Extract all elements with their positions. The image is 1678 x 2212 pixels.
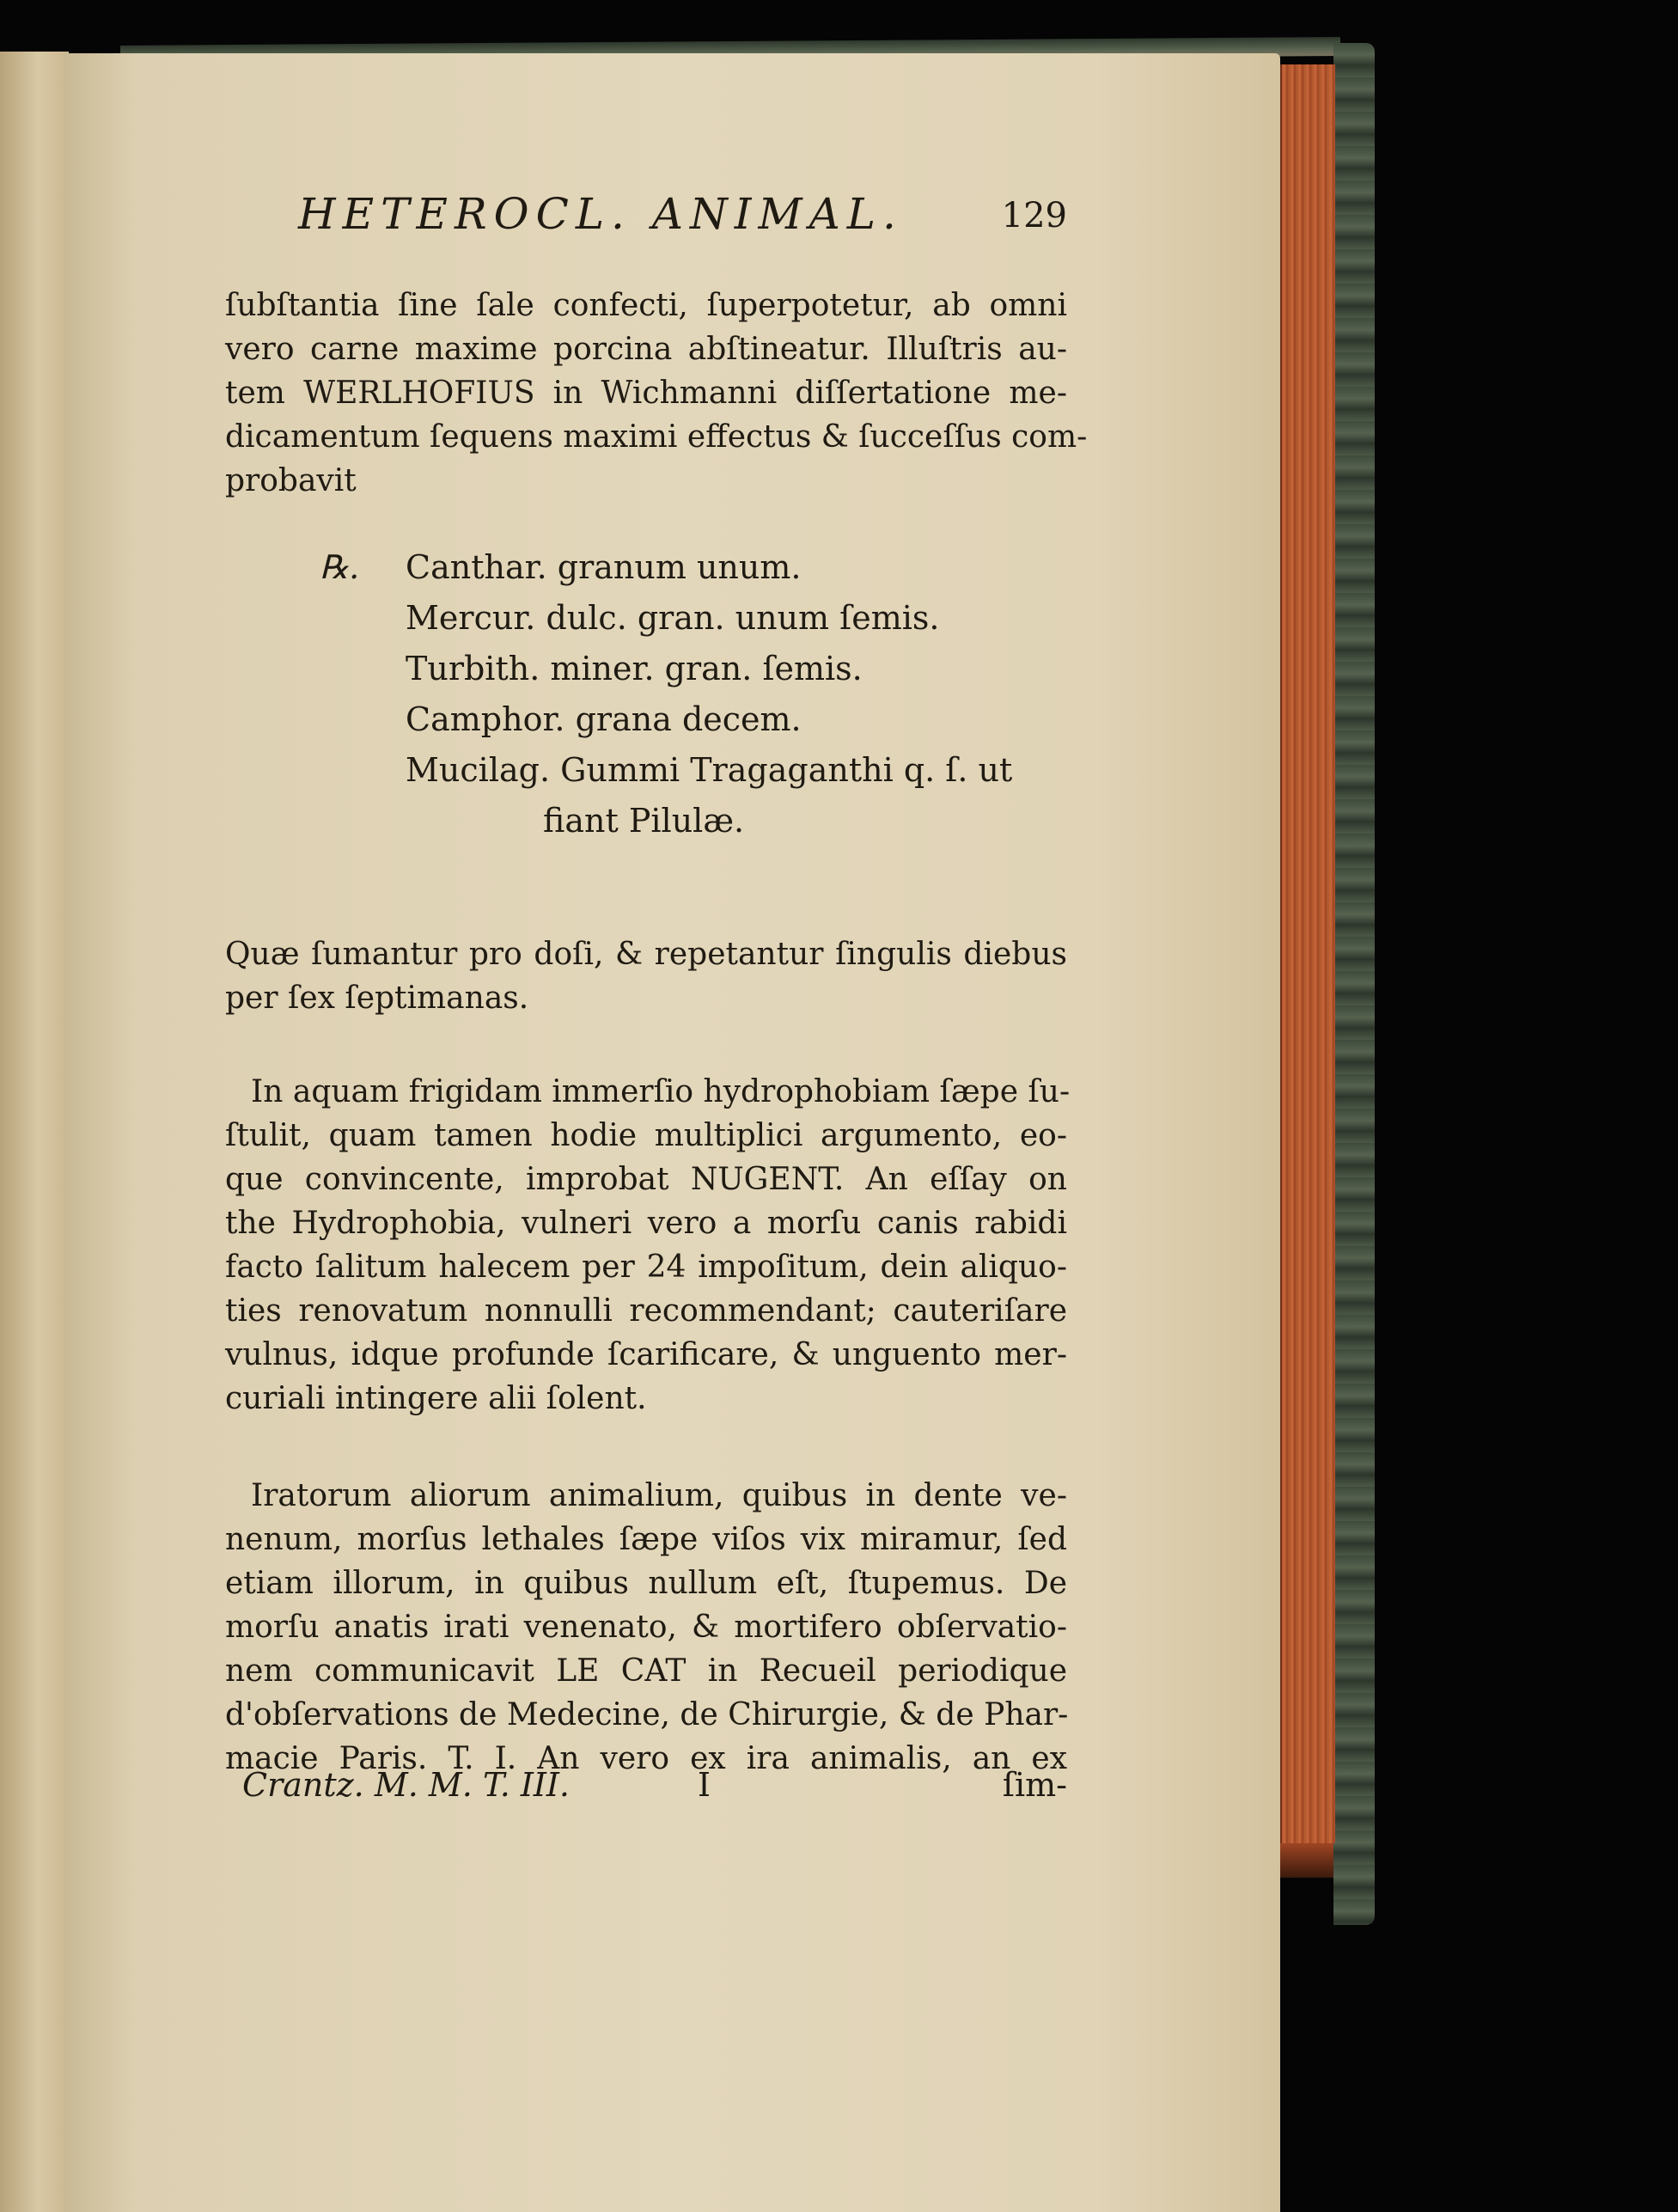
prescription-line: Canthar. granum unum. — [406, 548, 802, 586]
text-line: ties renovatum nonnulli recommendant; cauteriſare — [225, 1293, 1067, 1329]
page-footer — [225, 1766, 1067, 1813]
text-line: macie Paris. T. I. An vero ex ira animalis, an ex — [225, 1741, 1067, 1776]
text-line: dicamentum ſequens maximi effectus & ſucceſſus com- — [225, 419, 1088, 455]
text-line: etiam illorum, in quibus nullum eſt, ſtupemus. De — [225, 1566, 1067, 1601]
text-line: In aquam frigidam immerſio hydrophobiam ſæpe ſu- — [251, 1074, 1071, 1109]
text-line: probavit — [225, 463, 357, 498]
text-line: Quæ ſumantur pro doſi, & repetantur ſingulis diebus — [225, 937, 1067, 972]
prescription-line: Camphor. grana decem. — [406, 700, 802, 738]
text-line: nem communicavit LE CAT in Recueil periodique — [225, 1653, 1067, 1689]
prescription-line: Mercur. dulc. gran. unum ſemis. — [406, 599, 940, 637]
page-number: 129 — [1001, 196, 1067, 235]
text-line: curiali intingere alii ſolent. — [225, 1381, 647, 1416]
recipe-symbol: ℞. — [320, 548, 360, 586]
paragraph-3 — [225, 1070, 1071, 1421]
facing-page-edge — [0, 52, 69, 2212]
text-line: morſu anatis irati venenato, & mortifero obſervatio- — [225, 1610, 1067, 1645]
text-line: d'obſervations de Medecine, de Chirurgie, & de Phar- — [225, 1697, 1069, 1732]
page-block-edge-bottom — [1280, 1843, 1333, 1878]
text-line: vero carne maxime porcina abſtineatur. Illuſtris au- — [225, 332, 1067, 367]
prescription-line: Mucilag. Gummi Tragaganthi q. ſ. ut — [406, 751, 1013, 789]
text-line: que convincente, improbat NUGENT. An eſſay on — [225, 1162, 1067, 1197]
paragraph-2 — [225, 932, 1067, 1020]
text-line: facto ſalitum halecem per 24 impoſitum, dein aliquo- — [225, 1250, 1067, 1285]
text-line: per ſex ſeptimanas. — [225, 981, 529, 1016]
signature-mark: I — [698, 1766, 711, 1804]
prescription-line: Turbith. miner. gran. ſemis. — [406, 650, 863, 687]
page-header — [225, 189, 1067, 241]
cover-board-right — [1333, 43, 1375, 1925]
running-title: HETEROCL. ANIMAL. — [298, 189, 903, 239]
text-line: Iratorum aliorum animalium, quibus in dente ve- — [251, 1478, 1067, 1513]
page-block-edge — [1280, 64, 1335, 1843]
paragraph-4 — [225, 1474, 1067, 1781]
prescription-continuation: fiant Pilulæ. — [543, 802, 745, 840]
text-line: nenum, morſus lethales ſæpe viſos vix miramur, ſed — [225, 1522, 1067, 1557]
catchword: ſim- — [1002, 1766, 1067, 1804]
text-line: ſubſtantia ſine ſale confecti, ſuperpotetur, ab omni — [225, 288, 1067, 323]
paragraph-1 — [225, 284, 1088, 503]
text-line: ſtulit, quam tamen hodie multiplici argumento, eo- — [225, 1118, 1067, 1153]
text-line: the Hydrophobia, vulneri vero a morſu canis rabidi — [225, 1206, 1067, 1241]
text-line: vulnus, idque profunde ſcarificare, & unguento mer- — [225, 1337, 1067, 1372]
signature-title: Crantz. M. M. T. III. — [242, 1766, 570, 1804]
text-line: tem WERLHOFIUS in Wichmanni diſſertatione me- — [225, 376, 1067, 411]
